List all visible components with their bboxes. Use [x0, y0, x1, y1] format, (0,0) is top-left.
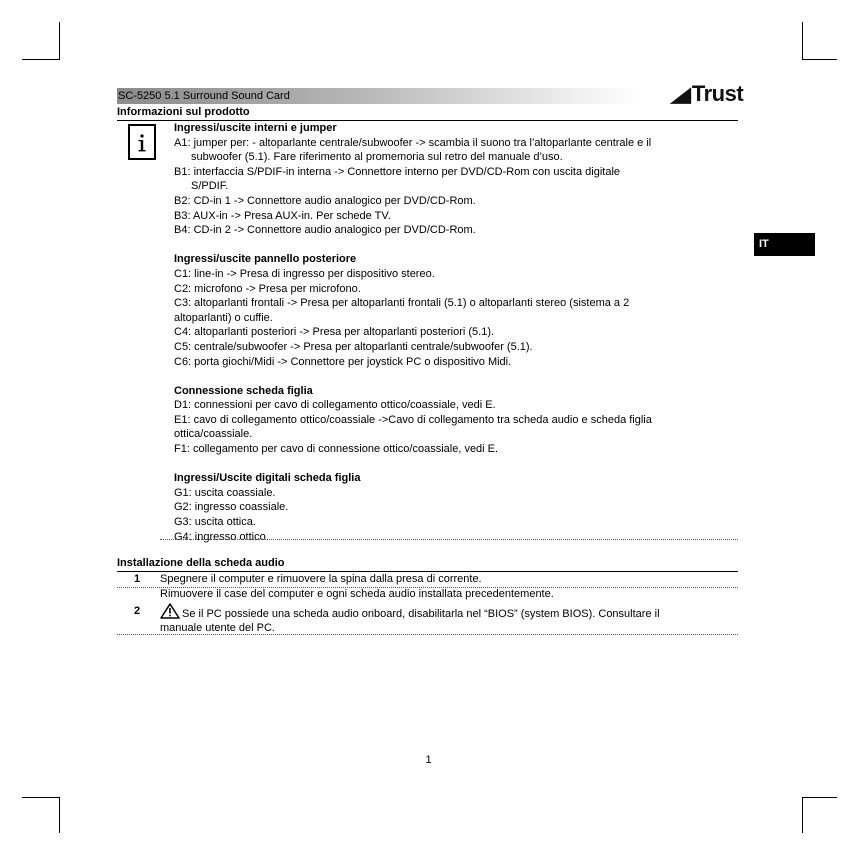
step-number: 2 — [133, 605, 141, 617]
brand-logo-mark-icon: ◢ — [670, 84, 691, 106]
product-title: SC-5250 5.1 Surround Sound Card — [118, 90, 290, 102]
install-section-title: Installazione della scheda audio — [117, 557, 285, 569]
crop-mark-bottom-left-v — [59, 797, 60, 833]
spacer — [174, 238, 734, 253]
step-line: manuale utente del PC. — [160, 622, 275, 635]
step-text — [160, 587, 740, 636]
crop-mark-top-left-h — [22, 59, 59, 60]
list-item: D1: connessioni per cavo di collegamento ottico/coassiale, vedi E. — [174, 399, 496, 412]
step-warning-line — [160, 603, 740, 622]
list-item: C5: centrale/subwoofer -> Presa per altoparlanti centrale/subwoofer (5.1). — [174, 340, 533, 353]
info-section-body — [174, 121, 734, 544]
crop-mark-bottom-right-v — [802, 797, 803, 833]
step-number: 1 — [133, 573, 141, 585]
list-item: A1: jumper per: - altoparlante centrale/subwoofer -> scambia il suono tra l’altoparlante centrale e il — [174, 136, 652, 149]
list-item: B1: interfaccia S/PDIF-in interna -> Connettore interno per DVD/CD-Rom con uscita digitale — [174, 165, 620, 178]
language-tab: IT — [754, 233, 815, 256]
group-heading-digital-io: Ingressi/Uscite digitali scheda figlia — [174, 472, 361, 485]
brand-logo — [670, 81, 744, 107]
list-item: G3: uscita ottica. — [174, 516, 256, 529]
group-heading-rear-panel: Ingressi/uscite pannello posteriore — [174, 253, 357, 266]
spacer — [174, 457, 734, 472]
brand-logo-text: Trust — [691, 81, 744, 106]
list-item: B2: CD-in 1 -> Connettore audio analogico per DVD/CD-Rom. — [174, 194, 476, 207]
list-item: G1: uscita coassiale. — [174, 486, 276, 499]
spacer — [174, 369, 734, 384]
list-item: C4: altoparlanti posteriori -> Presa per altoparlanti posteriori (5.1). — [174, 326, 495, 339]
crop-mark-bottom-left-h — [22, 797, 59, 798]
info-section-title: Informazioni sul prodotto — [117, 106, 250, 118]
info-icon — [128, 124, 156, 160]
list-item: subwoofer (5.1). Fare riferimento al promemoria sul retro del manuale d’uso. — [191, 151, 563, 164]
list-item: C6: porta giochi/Midi -> Connettore per joystick PC o dispositivo Midi. — [174, 355, 512, 368]
crop-mark-top-right-v — [802, 22, 803, 60]
step-text — [160, 572, 740, 587]
step-line: Se il PC possiede una scheda audio onboard, disabilitarla nel “BIOS” (system BIOS). Consultare il — [182, 607, 660, 620]
list-item: G4: ingresso ottico. — [174, 530, 269, 543]
list-item: C3: altoparlanti frontali -> Presa per altoparlanti frontali (5.1) o altoparlanti stereo (sistema a 2 — [174, 297, 630, 310]
list-item: ottica/coassiale. — [174, 428, 253, 441]
list-item: G2: ingresso coassiale. — [174, 501, 289, 514]
warning-triangle-icon — [160, 603, 180, 619]
crop-mark-top-left-v — [59, 22, 60, 60]
list-item: altoparlanti) o cuffie. — [174, 311, 273, 324]
step-line: Spegnere il computer e rimuovere la spina dalla presa di corrente. — [160, 573, 482, 585]
list-item: B3: AUX-in -> Presa AUX-in. Per schede TV. — [174, 209, 391, 222]
list-item: E1: cavo di collegamento ottico/coassiale ->Cavo di collegamento tra scheda audio e scheda figlia — [174, 413, 652, 426]
crop-mark-bottom-right-h — [802, 797, 837, 798]
group-heading-internal: Ingressi/uscite interni e jumper — [174, 122, 337, 134]
list-item: B4: CD-in 2 -> Connettore audio analogico per DVD/CD-Rom. — [174, 224, 476, 237]
list-item: S/PDIF. — [191, 180, 229, 193]
group-heading-daughter-board: Connessione scheda figlia — [174, 384, 313, 397]
page-number: 1 — [425, 754, 432, 766]
step-divider — [117, 634, 738, 635]
list-item: C2: microfono -> Presa per microfono. — [174, 282, 361, 295]
info-section-end-rule — [160, 539, 738, 540]
list-item: C1: line-in -> Presa di ingresso per dispositivo stereo. — [174, 267, 435, 280]
step-line: Rimuovere il case del computer e ogni scheda audio installata precedentemente. — [160, 588, 554, 600]
crop-mark-top-right-h — [802, 59, 837, 60]
list-item: F1: collegamento per cavo di connessione ottico/coassiale, vedi E. — [174, 443, 499, 456]
